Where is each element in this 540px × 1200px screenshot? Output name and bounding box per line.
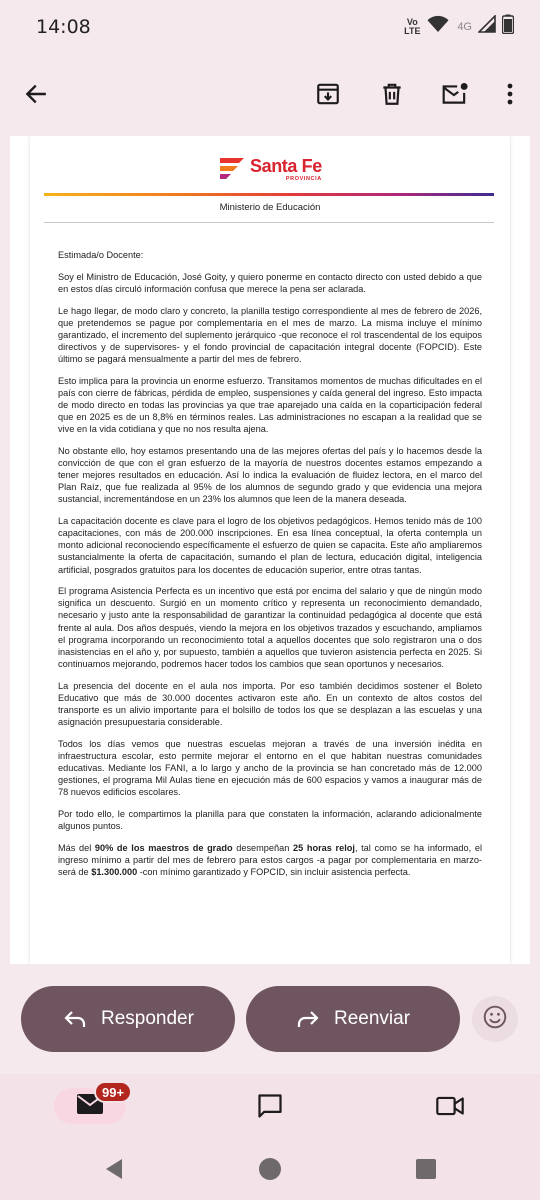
status-time: 14:08 [36, 16, 91, 38]
back-triangle-icon[interactable] [102, 1157, 126, 1181]
wifi-icon [427, 15, 449, 38]
email-toolbar [0, 64, 540, 124]
trash-icon[interactable] [374, 76, 410, 112]
bottom-navigation [0, 1074, 540, 1142]
video-icon[interactable] [434, 1090, 466, 1122]
paragraph: Soy el Ministro de Educación, José Goity, y quiero ponerme en contacto directo con usted debido a que en estos días circuló información confusa que merece la pena ser aclarada. [58, 271, 482, 294]
logo-wordmark: Santa Fe PROVINCIA [250, 155, 322, 182]
letter-text [58, 249, 482, 888]
status-icons [403, 14, 514, 39]
arrow-left-icon[interactable] [18, 76, 54, 112]
paragraph: La presencia del docente en el aula nos importa. Por eso también decidimos sostener el Boleto Educativo que más de 30.000 docentes activaron este año. En un contexto de altos costos del transporte es un alivio importante para el bolsillo de todos los que se desplazan a las escuelas y una asignación presupuestaria considerable. [58, 680, 482, 727]
reply-icon [63, 1008, 87, 1030]
volte-indicator: Vo LTE [404, 16, 421, 36]
signal-icon [478, 15, 496, 38]
letter-page [30, 136, 510, 964]
email-body [10, 136, 530, 964]
paragraph: No obstante ello, hoy estamos presentando una de las mejores ofertas del país y lo hacemos desde la convicción de que con el gran esfuerzo de la mayoría de nuestros docentes estamos empezando a tener mejores resultados en educación. Así lo indica la evaluación de fluidez lectora, en el marco del Plan Raíz, que fue realizada al 95% de los alumnos de segundo grado y que evidencia una mejora sustancial, incrementándose en un 23% los alumnos que leen de la manera deseada. [58, 445, 482, 505]
battery-icon [502, 14, 514, 39]
unread-badge: 99+ [94, 1081, 132, 1103]
home-circle-icon[interactable] [258, 1157, 282, 1181]
santa-fe-logo [218, 156, 322, 182]
more-vert-icon[interactable] [492, 76, 528, 112]
chat-icon[interactable] [254, 1090, 286, 1122]
network-type: 4G [457, 20, 472, 33]
reply-button[interactable] [21, 986, 235, 1052]
paragraph: Esto implica para la provincia un enorme esfuerzo. Transitamos momentos de muchas dificultades en el país con cierre de fábricas, pérdida de empleo, suspensiones y caída general del ingreso. Esto impacta de modo directo en todas las provincias ya que trae aparejado una caída en la coparticipación federal que en 2025 es de un 8,8% en términos reales. Las administraciones no escapan a la realidad que se vive en la vida cotidiana y que no nos resulta ajena. [58, 375, 482, 435]
paragraph: El programa Asistencia Perfecta es un incentivo que está por encima del salario y que de ningún modo significa un descuento. Surgió en un momento crítico y representa un reconocimiento demandado, necesario y justo ante la responsabilidad de garantizar la continuidad pedagógica al docente que está frente al aula. Dos años después, viendo la mejora en los objetivos trazados y escuchando, ampliamos el programa incorporando un reconocimiento total a aquellos docentes que solo registraron una o dos inasistencias en el año y, por supuesto, también a aquellos que tuvieron asistencia perfecta en 2025. Si continuamos mejorando, podremos hacer todos los cambios que sean oportunos y necesarios. [58, 586, 482, 669]
greeting: Estimada/o Docente: [58, 250, 144, 260]
system-navigation [0, 1142, 540, 1200]
bold-percent: 90% de los maestros de grado [94, 842, 233, 853]
bold-hours: 25 horas reloj [293, 842, 355, 853]
paragraph-salary: Más del 90% de los maestros de grado desempeñan 25 horas reloj, tal como se ha informado, el ingreso mínimo a partir del mes de febrero para estos cargos -a pagar por complementaria en marzo- será de $1.300.000 -con mínimo garantizado y FOPCID, sin incluir asistencia perfecta. [58, 842, 482, 877]
paragraph: Por todo ello, le compartimos la planilla para que constaten la información, aclarando adicionalmente algunos puntos. [58, 808, 482, 831]
archive-icon[interactable] [310, 76, 346, 112]
forward-label: Reenviar [334, 1008, 411, 1029]
paragraph: Todos los días vemos que nuestras escuelas mejoran a través de una inversión inédita en infraestructura escolar, esto permite mejorar el entorno en el que habitan nuestras comunidades educativas. Mediante los FANI, a lo largo y ancho de la provincia se han concretado más de 12.000 gestiones, el programa Mil Aulas tiene en ejecución más de 600 espacios y vamos a inaugurar más de 78 nuevos edificios escolares. [58, 738, 482, 798]
forward-button[interactable] [246, 986, 460, 1052]
santa-fe-flag-icon [218, 156, 246, 182]
header-divider [44, 222, 494, 223]
emoji-smile-icon [482, 1004, 508, 1035]
paragraph: Le hago llegar, de modo claro y concreto, la planilla testigo correspondiente al mes de febrero de 2026, que pretendemos se pague por complementaria en el mes de marzo. La misma incluye el mínimo garantizado, el incremento del suplemento jerárquico -que reconoce el rol trascendental de los equipos directivos y de supervisores- y el fondo provincial de capacitación integral docente (FOPCID). Este último se pagará mensualmente a partir del mes de febrero. [58, 305, 482, 365]
status-bar [0, 0, 540, 56]
bold-amount: $1.300.000 [91, 866, 138, 877]
forward-icon [296, 1008, 320, 1030]
mail-dot-icon[interactable] [437, 76, 473, 112]
paragraph: La capacitación docente es clave para el logro de los objetivos pedagógicos. Hemos tenido más de 100 capacitaciones, con más de 200.000 inscripciones. En esa línea conceptual, la oferta contempla un monto adicional reconociendo específicamente el esfuerzo de quien se capacita. Este año ampliaremos sustancialmente la oferta de capacitación, sumando el plan de lectura, educación digital, inteligencia artificial, posgrados gratuitos para los docentes de educación superior, entre otras tantas. [58, 516, 482, 575]
reply-label: Responder [101, 1008, 194, 1029]
emoji-reaction-button[interactable] [472, 996, 518, 1042]
ministry-name: Ministerio de Educación [219, 202, 321, 213]
header-gradient-line [44, 193, 494, 196]
recents-square-icon[interactable] [414, 1157, 438, 1181]
